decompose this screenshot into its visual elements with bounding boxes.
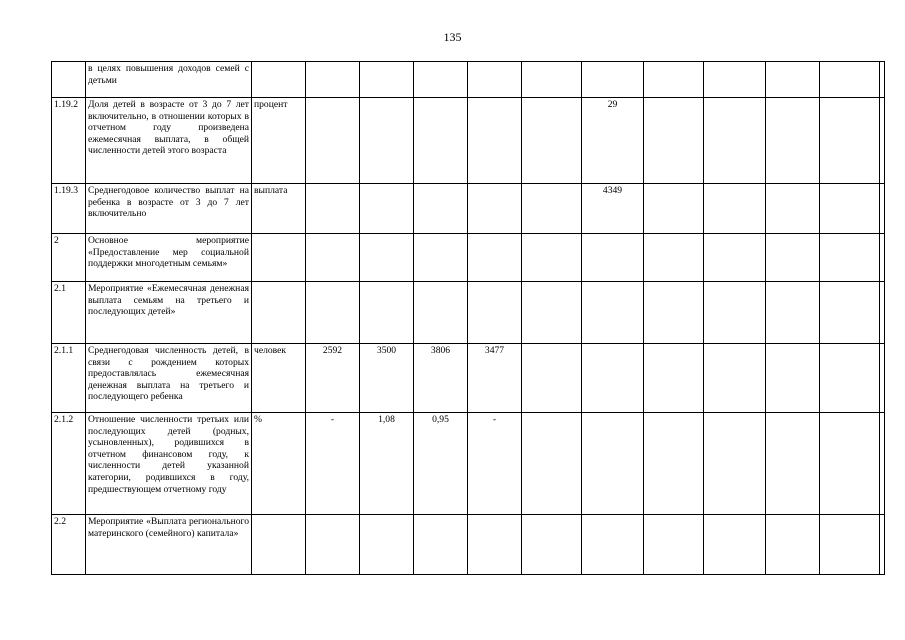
table-row — [52, 282, 885, 344]
value-cell — [306, 184, 360, 234]
value-cell — [880, 282, 885, 344]
indicator-description-cell: Мероприятие «Выплата регионального материнского (семейного) капитала» — [86, 515, 252, 575]
value-cell — [704, 282, 766, 344]
value-cell — [522, 344, 582, 413]
value-cell — [306, 282, 360, 344]
row-number-cell — [52, 62, 86, 98]
value-cell — [522, 282, 582, 344]
value-cell — [306, 234, 360, 282]
value-cell — [880, 234, 885, 282]
value-cell — [704, 413, 766, 515]
value-cell — [582, 234, 644, 282]
value-cell — [306, 62, 360, 98]
value-cell — [414, 184, 468, 234]
value-cell — [820, 184, 880, 234]
value-cell — [704, 515, 766, 575]
value-cell — [820, 98, 880, 184]
value-cell — [704, 98, 766, 184]
table-row — [52, 62, 885, 98]
value-cell — [582, 62, 644, 98]
value-cell — [414, 234, 468, 282]
unit-cell — [252, 234, 306, 282]
value-cell — [522, 515, 582, 575]
indicator-description-cell: Доля детей в возрасте от 3 до 7 лет включительно, в отношении которых в отчетном году произведена ежемесячная выплата, в общей численности детей этого возраста — [86, 98, 252, 184]
unit-cell: человек — [252, 344, 306, 413]
value-cell — [360, 515, 414, 575]
value-cell — [766, 282, 820, 344]
value-cell: 29 — [582, 98, 644, 184]
value-cell — [582, 282, 644, 344]
value-cell — [820, 413, 880, 515]
value-cell — [766, 184, 820, 234]
table-body — [52, 62, 885, 575]
value-cell: 2592 — [306, 344, 360, 413]
value-cell — [880, 184, 885, 234]
unit-cell — [252, 282, 306, 344]
row-number-cell: 2 — [52, 234, 86, 282]
value-cell — [766, 344, 820, 413]
value-cell — [880, 515, 885, 575]
value-cell — [414, 282, 468, 344]
value-cell — [468, 184, 522, 234]
value-cell — [820, 344, 880, 413]
value-cell: 0,95 — [414, 413, 468, 515]
value-cell — [766, 515, 820, 575]
indicator-description-cell: в целях повышения доходов семей с детьми — [86, 62, 252, 98]
unit-cell: % — [252, 413, 306, 515]
value-cell — [766, 98, 820, 184]
value-cell: - — [306, 413, 360, 515]
indicator-description-cell: Среднегодовая численность детей, в связи с рождением которых предоставлялась ежемесячная денежная выплата на третьего и последующего ребенка — [86, 344, 252, 413]
indicator-description-cell: Мероприятие «Ежемесячная денежная выплата семьям на третьего и последующих детей» — [86, 282, 252, 344]
value-cell — [766, 62, 820, 98]
indicator-description-cell: Отношение численности третьих или последующих детей (родных, усыновленных), родившихся в отчетном финансовом году, к численности детей указанной категории, родившихся в году, предшествующем отчетному году — [86, 413, 252, 515]
table-row — [52, 344, 885, 413]
row-number-cell: 2.1.2 — [52, 413, 86, 515]
value-cell — [820, 515, 880, 575]
value-cell: 1,08 — [360, 413, 414, 515]
value-cell — [522, 62, 582, 98]
value-cell — [644, 515, 704, 575]
unit-cell: процент — [252, 98, 306, 184]
value-cell — [644, 234, 704, 282]
value-cell: 3477 — [468, 344, 522, 413]
value-cell — [704, 234, 766, 282]
value-cell — [644, 62, 704, 98]
value-cell — [522, 413, 582, 515]
value-cell — [306, 515, 360, 575]
value-cell — [360, 282, 414, 344]
value-cell — [644, 282, 704, 344]
row-number-cell: 2.1 — [52, 282, 86, 344]
value-cell — [468, 515, 522, 575]
value-cell — [582, 515, 644, 575]
value-cell: 3806 — [414, 344, 468, 413]
table-row — [52, 515, 885, 575]
unit-cell — [252, 515, 306, 575]
indicator-description-cell: Основное мероприятие «Предоставление мер социальной поддержки многодетным семьям» — [86, 234, 252, 282]
row-number-cell: 1.19.2 — [52, 98, 86, 184]
value-cell — [766, 234, 820, 282]
table-row — [52, 98, 885, 184]
value-cell — [820, 282, 880, 344]
value-cell — [704, 62, 766, 98]
value-cell — [880, 62, 885, 98]
value-cell — [704, 344, 766, 413]
value-cell — [414, 62, 468, 98]
value-cell — [820, 234, 880, 282]
table-row — [52, 413, 885, 515]
value-cell — [880, 413, 885, 515]
unit-cell — [252, 62, 306, 98]
value-cell — [704, 184, 766, 234]
value-cell — [360, 98, 414, 184]
row-number-cell: 2.2 — [52, 515, 86, 575]
value-cell — [360, 234, 414, 282]
value-cell — [522, 98, 582, 184]
table-row — [52, 184, 885, 234]
value-cell — [880, 344, 885, 413]
value-cell — [522, 184, 582, 234]
value-cell — [644, 344, 704, 413]
value-cell — [880, 98, 885, 184]
value-cell: - — [468, 413, 522, 515]
value-cell: 3500 — [360, 344, 414, 413]
row-number-cell: 2.1.1 — [52, 344, 86, 413]
value-cell — [468, 234, 522, 282]
value-cell — [582, 413, 644, 515]
unit-cell: выплата — [252, 184, 306, 234]
value-cell — [360, 62, 414, 98]
value-cell — [522, 234, 582, 282]
value-cell — [582, 344, 644, 413]
value-cell — [414, 515, 468, 575]
value-cell — [306, 98, 360, 184]
value-cell: 4349 — [582, 184, 644, 234]
indicator-description-cell: Среднегодовое количество выплат на ребенка в возрасте от 3 до 7 лет включительно — [86, 184, 252, 234]
value-cell — [360, 184, 414, 234]
page-number: 135 — [443, 30, 462, 44]
row-number-cell: 1.19.3 — [52, 184, 86, 234]
indicators-table — [51, 61, 885, 575]
value-cell — [468, 282, 522, 344]
value-cell — [820, 62, 880, 98]
value-cell — [468, 62, 522, 98]
value-cell — [468, 98, 522, 184]
table-row — [52, 234, 885, 282]
value-cell — [644, 184, 704, 234]
value-cell — [644, 98, 704, 184]
value-cell — [766, 413, 820, 515]
value-cell — [644, 413, 704, 515]
value-cell — [414, 98, 468, 184]
